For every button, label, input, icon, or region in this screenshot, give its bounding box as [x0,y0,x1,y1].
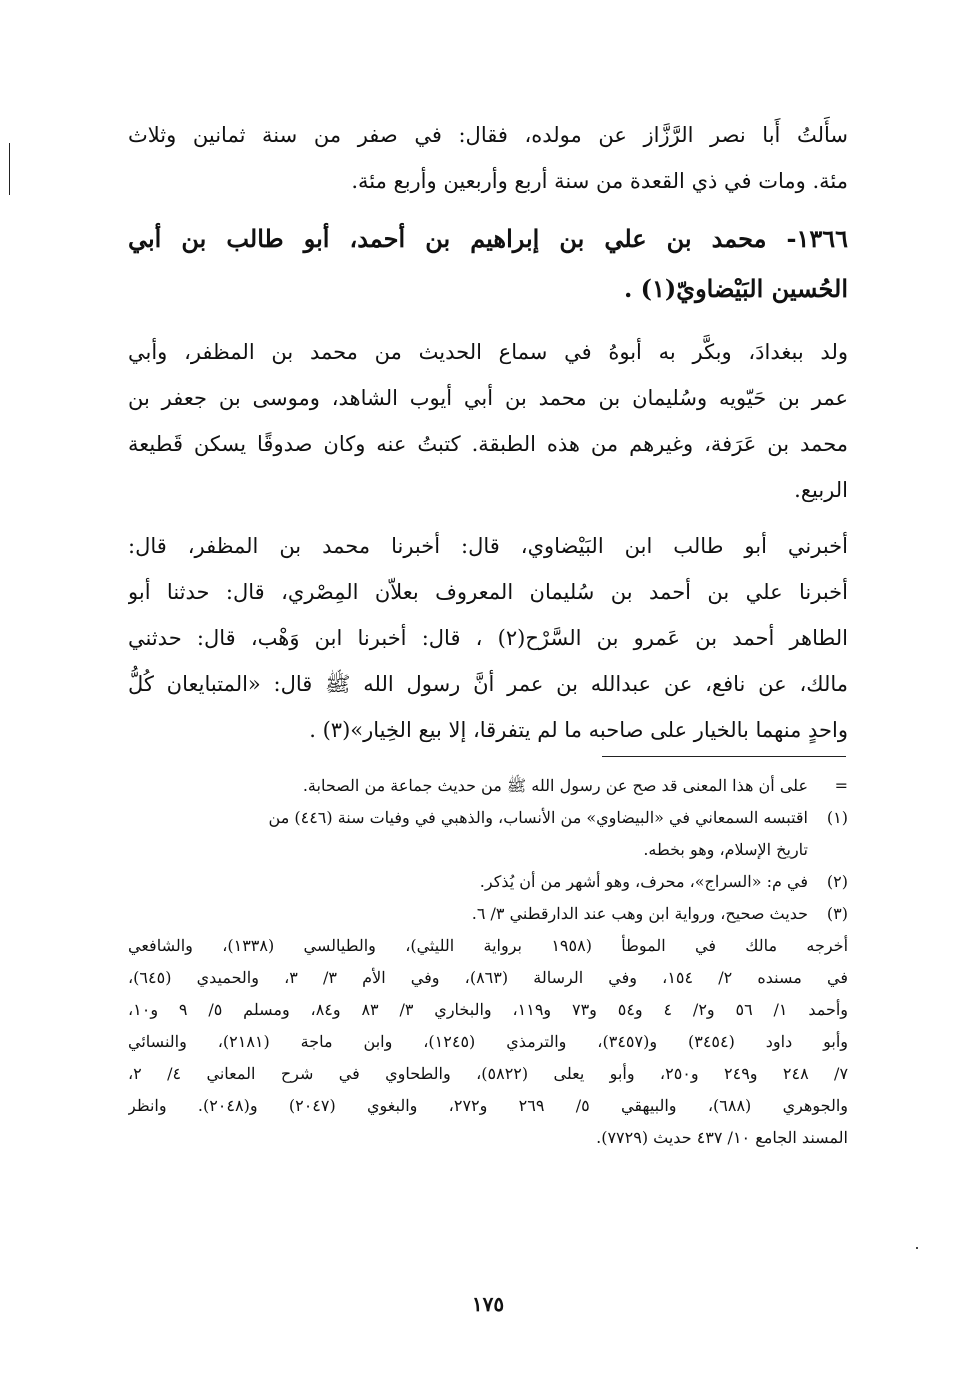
footnote-3-line: ٧/ ٢٤٨ و٢٤٩ و٢٥٠، وأبو يعلى (٥٨٢٢)، والطحاوي في شرح المعاني ٤/ ٢، [128,1064,848,1083]
page-number: ١٧٥ [471,1292,505,1316]
text-line: الطاهر أحمد بن عَمرو بن السَّرْح(٢) ، قال: أخبرنا ابن وَهْب، قال: حدثني [128,626,848,650]
footnote-2 [128,866,848,898]
scan-speck [916,1247,918,1249]
biography-paragraph [128,329,848,513]
footnote-3 [128,898,848,930]
footnote-3-line: والجوهري (٦٨٨)، والبيهقي ٥/ ٢٦٩ و٢٧٢، والبغوي (٢٠٤٧) و(٢٠٤٨). وانظر [128,1096,848,1115]
footnote-number: (١) [826,808,848,827]
footnote-3-line: في مسنده ٢/ ١٥٤، وفي الرسالة (٨٦٣)، وفي الأم ٣/ ٣، والحميدي (٦٤٥)، [128,968,848,987]
footnote-3-line: أخرجه مالك في الموطأ (١٩٥٨ برواية الليثي)، والطيالسي (١٣٣٨)، والشافعي [128,936,848,955]
footnotes [128,770,848,1154]
text-line: ولد ببغدادَ، وبكَّر به أبوهُ في سماع الحديث من محمد بن المظفر، وأبي [128,340,848,364]
entry-heading [128,214,848,314]
text-line: مالك، عن نافع، عن عبدالله بن عمر أنَّ رسول الله ﷺ قال: «المتبايعان كُلُّ [128,672,848,696]
footnote-1 [128,802,848,834]
scan-margin-mark [9,143,10,195]
text-line: عمر بن حَيّويه وسُليمان بن محمد بن أبي أيوب الشاهد، وموسى بن جعفر بن [128,386,848,410]
footnote-1-cont [128,834,848,866]
footnote-text: في م: «السراج»، محرف، وهو أشهر من أن يُذكر. [479,872,808,891]
footnote-text: على أن هذا المعنى قد صح عن رسول الله ﷺ من حديث جماعة من الصحابة. [302,776,808,795]
footnote-text: اقتبسه السمعاني في «البيضاوي» من الأنساب، والذهبي في وفيات سنة (٤٤٦) من [268,808,808,827]
heading-line: الحُسين البَيْضاويّ(١) . [623,274,848,303]
footnote-3-line: المسند الجامع ١٠/ ٤٣٧ حديث (٧٧٢٩). [596,1128,848,1147]
text-line: أخبرني أبو طالب ابن البَيْضاوي، قال: أخبرنا محمد بن المظفر، قال: [128,534,848,558]
heading-line: ١٣٦٦- محمد بن علي بن إبراهيم بن أحمد، أبو طالب بن أبي [128,224,848,253]
text-line: محمد بن عَرَفة، وغيرهم من هذه الطبقة. كتبتُ عنه وكان صدوقًا يسكن قَطيعة [128,432,848,456]
text-line: سأَلتُ أَبا نصر الرَّزَّاز عن مولده، فقال: في صفر من سنة ثمانين وثلاث [128,123,848,147]
text-line: مئة. ومات في ذي القعدة من سنة أربع وأربعين وأربع مئة. [351,169,848,193]
text-line: الربيع. [794,478,848,502]
footnote-text: تاريخ الإسلام، وهو بخطه. [643,840,808,859]
continuation-marker: = [834,776,848,795]
hadith-paragraph [128,523,848,753]
footnote-number: (٢) [826,872,848,891]
text-line: أخبرنا علي بن أحمد بن سُليمان المعروف بعلاّن المِصْري، قال: حدثنا أبو [128,580,848,604]
footnote-separator [602,756,846,757]
footnote-3-line: وأحمد ١/ ٥٦ و٢/ ٤ و٥٤ و٧٣ و١١٩، والبخاري ٣/ ٨٣ و٨٤، ومسلم ٥/ ٩ و١٠، [128,1000,848,1019]
footnote-number: (٣) [826,904,848,923]
footnote-3-line: وأبو داود (٣٤٥٤) و(٣٤٥٧)، والترمذي (١٢٤٥)، وابن ماجة (٢١٨١)، والنسائي [128,1032,848,1051]
entry-top-text [128,112,848,204]
footnote-continuation [128,770,848,802]
footnote-text: حديث صحيح، ورواية ابن وهب عند الدارقطني ٣/ ٦. [471,904,808,923]
text-line: واحدٍ منهما بالخيار على صاحبه ما لم يتفرقا، إلا بيع الخِيار»(٣) . [309,718,848,742]
